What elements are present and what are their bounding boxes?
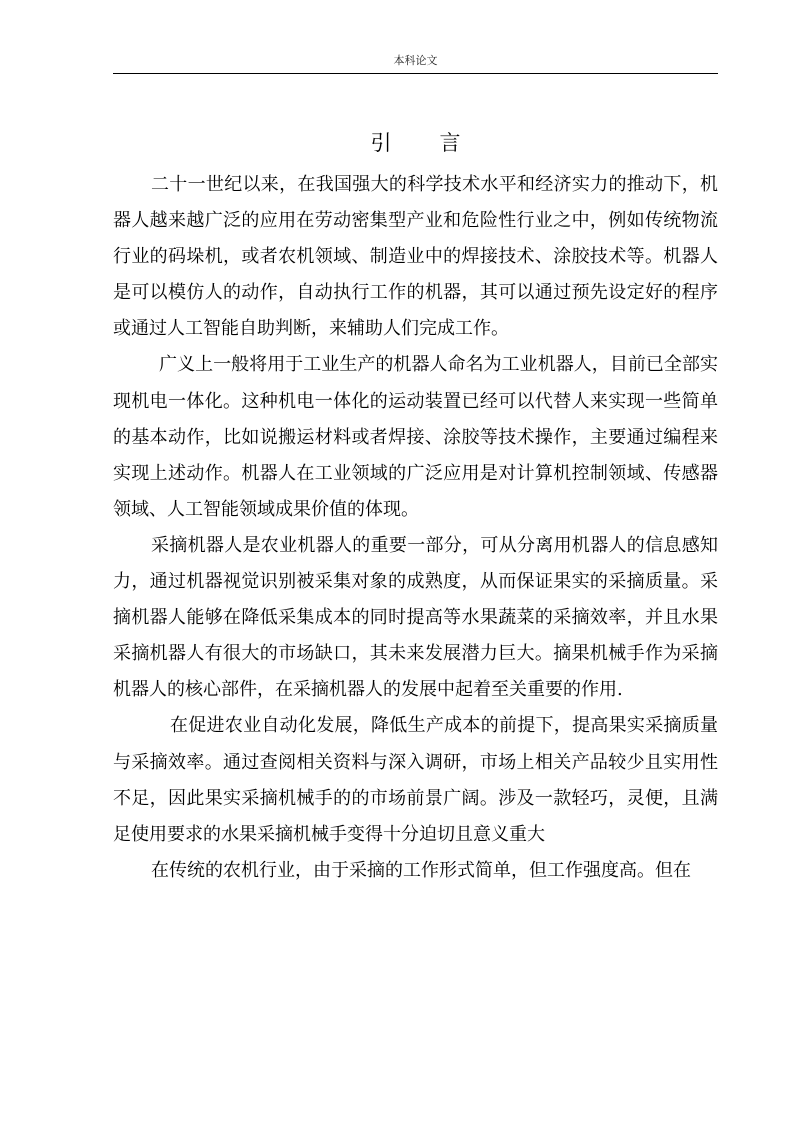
paragraph-3: 采摘机器人是农业机器人的重要一部分，可从分离用机器人的信息感知力，通过机器视觉识别被采集对象的成熟度，从而保证果实的采摘质量。采摘机器人能够在降低采集成本的同时提高等水果蔬菜的采摘效率，并且水果采摘机器人有很大的市场缺口，其未来发展潜力巨大。摘果机械手作为采摘机器人的核心部件，在采摘机器人的发展中起着至关重要的作用.: [113, 534, 718, 701]
paragraph-4: 在促进农业自动化发展，降低生产成本的前提下，提高果实采摘质量与采摘效率。通过查阅相关资料与深入调研，市场上相关产品较少且实用性不足，因此果实采摘机械手的的市场前景广阔。涉及一款轻巧，灵便，且满足使用要求的水果采摘机械手变得十分迫切且意义重大: [113, 715, 718, 845]
paragraph-2: 广义上一般将用于工业生产的机器人命名为工业机器人，目前已全部实现机电一体化。这种机电一体化的运动装置已经可以代替人来实现一些简单的基本动作，比如说搬运材料或者焊接、涂胶等技术操作，主要通过编程来实现上述动作。机器人在工业领域的广泛应用是对计算机控制领域、传感器领域、人工智能领域成果价值的体现。: [113, 354, 718, 520]
section-title-char-1: 引: [370, 131, 392, 155]
section-title-char-2: 言: [439, 131, 461, 155]
paragraph-5: 在传统的农机行业，由于采摘的工作形式简单，但工作强度高。但在: [151, 859, 691, 881]
paragraph-1: 二十一世纪以来，在我国强大的科学技术水平和经济实力的推动下，机器人越来越广泛的应用在劳动密集型产业和危险性行业之中，例如传统物流行业的码垛机，或者农机领域、制造业中的焊接技术、涂胶技术等。机器人是可以模仿人的动作，自动执行工作的机器，其可以通过预先设定好的程序或通过人工智能自助判断，来辅助人们完成工作。: [113, 174, 718, 340]
section-title: [113, 130, 718, 156]
running-header: 本科论文: [393, 54, 438, 67]
body-text: [113, 167, 718, 889]
header-rule: [113, 73, 718, 74]
